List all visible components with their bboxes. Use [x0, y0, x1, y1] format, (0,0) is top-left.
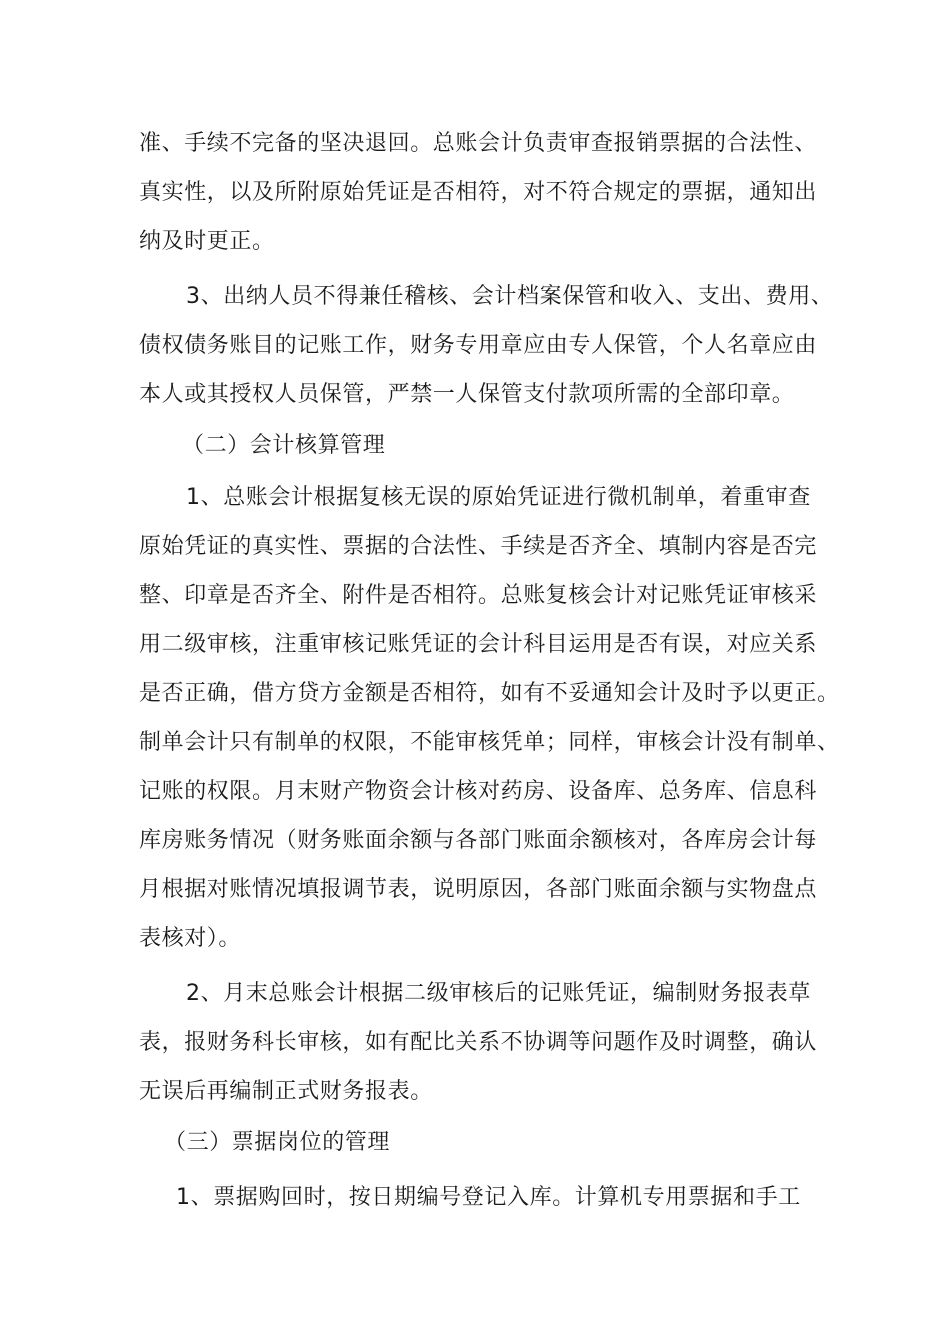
paragraph-line: 记账的权限。月末财产物资会计核对药房、设备库、总务库、信息科: [139, 779, 818, 804]
paragraph-line: 制单会计只有制单的权限，不能审核凭单；同样，审核会计没有制单、: [139, 730, 840, 755]
paragraph-line: 债权债务账目的记账工作，财务专用章应由专人保管，个人名章应由: [139, 333, 818, 358]
paragraph-line: 原始凭证的真实性、票据的合法性、手续是否齐全、填制内容是否完: [139, 534, 818, 559]
paragraph-line: 3、出纳人员不得兼任稽核、会计档案保管和收入、支出、费用、: [186, 284, 834, 309]
paragraph-line: 整、印章是否齐全、附件是否相符。总账复核会计对记账凭证审核采: [139, 583, 818, 608]
paragraph-line: 表核对）。: [139, 926, 242, 951]
paragraph-line: 准、手续不完备的坚决退回。总账会计负责审查报销票据的合法性、: [139, 131, 818, 156]
paragraph-line: 真实性，以及所附原始凭证是否相符，对不符合规定的票据，通知出: [139, 180, 818, 205]
paragraph-line: 本人或其授权人员保管，严禁一人保管支付款项所需的全部印章。: [139, 382, 795, 407]
paragraph-line: 月根据对账情况填报调节表，说明原因，各部门账面余额与实物盘点: [139, 877, 818, 902]
section-heading: （二）会计核算管理: [182, 433, 386, 458]
paragraph-line: 表，报财务科长审核，如有配比关系不协调等问题作及时调整，确认: [139, 1030, 818, 1055]
paragraph-line: 库房账务情况（财务账面余额与各部门账面余额核对，各库房会计每: [139, 828, 818, 853]
paragraph-line: 用二级审核，注重审核记账凭证的会计科目运用是否有误，对应关系: [139, 632, 818, 657]
section-heading: （三）票据岗位的管理: [164, 1130, 391, 1155]
paragraph-line: 是否正确，借方贷方金额是否相符，如有不妥通知会计及时予以更正。: [139, 681, 840, 706]
paragraph-line: 1、票据购回时，按日期编号登记入库。计算机专用票据和手工: [176, 1185, 801, 1210]
paragraph-line: 纳及时更正。: [139, 229, 275, 254]
paragraph-line: 1、总账会计根据复核无误的原始凭证进行微机制单，着重审查: [186, 485, 811, 510]
paragraph-line: 无误后再编制正式财务报表。: [139, 1079, 433, 1104]
paragraph-line: 2、月末总账会计根据二级审核后的记账凭证，编制财务报表草: [186, 981, 811, 1006]
